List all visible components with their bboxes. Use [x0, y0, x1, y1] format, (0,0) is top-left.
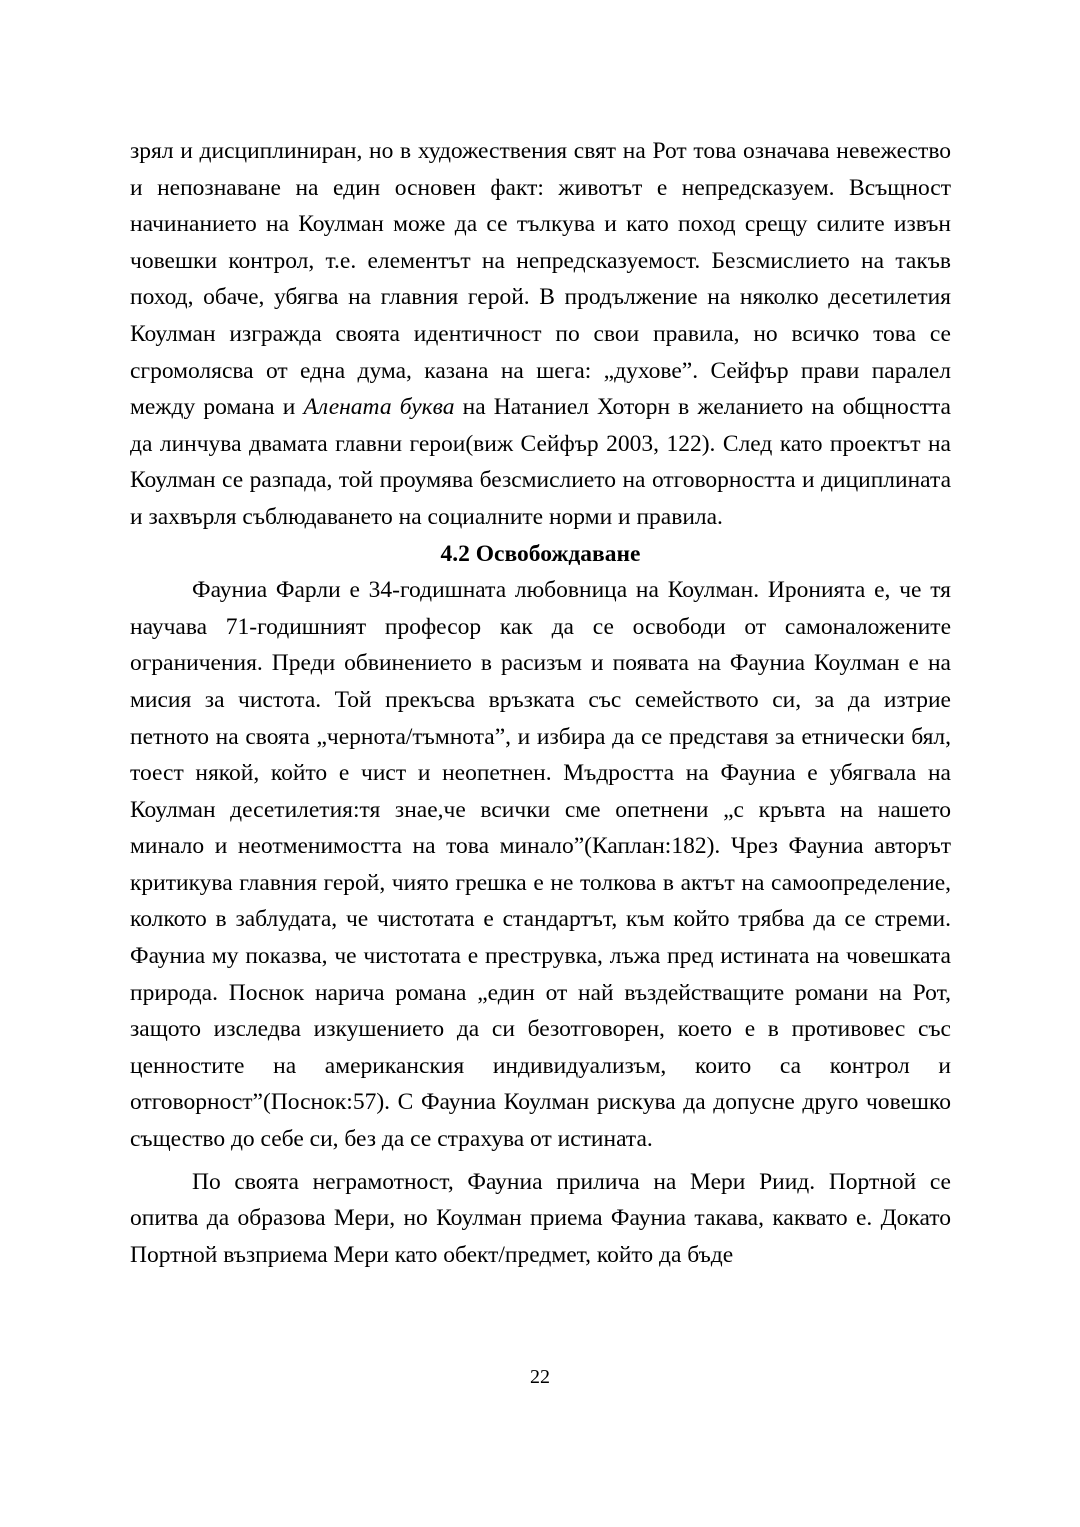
- page-number: 22: [530, 1366, 550, 1388]
- paragraph-intro: [130, 133, 951, 536]
- section-heading: 4.2 Освобождаване: [440, 540, 641, 567]
- page-body: [130, 133, 951, 1273]
- paragraph-intro-text-end: на Натаниел Хоторн в желанието на общността да линчува двамата главни герои(виж Сейфър 2003, 122). След като проектът на Коулман се разпада, той проумява безсмислието на отговорността и дициплината и захвърля съблюдаването на социалните норми и правила.: [130, 394, 951, 530]
- paragraph-faunia: Фауниа Фарли е 34-годишната любовница на Коулман. Иронията е, че тя научава 71-годишният професор как да се освободи от самоналожените ограничения. Преди обвинението в расизъм и появата на Фауниа Коулман е на мисия за чистота. Той прекъсва връзката със семейството си, за да изтрие петното на своята „чернота/тъмнота”, и избира да се представя за етнически бял, тоест някой, който е чист и неопетнен. Мъдростта на Фауниа е убягвала на Коулман десетилетия:тя знае,че всички сме опетнени „с кръвта на нашето минало и неотменимостта на това минало”(Каплан:182). Чрез Фауниа авторът критикува главния герой, чиято грешка е не толкова в актът на самоопределение, колкото в заблудата, че чистотата е стандартът, към който трябва да се стреми. Фауниа му показва, че чистотата е преструвка, лъжа пред истината на човешката природа. Поснок нарича романа „един от най въздействащите романи на Рот, защото изследва изкушението да си безотговорен, което е в противовес със ценностите на американския индивидуализъм, които са контрол и отговорност”(Поснок:57). С Фауниа Коулман рискува да допусне друго човешко същество до себе си, без да се страхува от истината.: [130, 577, 951, 1153]
- paragraph-illiteracy: По своята неграмотност, Фауниа прилича на Мери Риид. Портной се опитва да образова Мери, но Коулман приема Фауниа такава, каквато е. Докато Портной възприема Мери като обект/предмет, който да бъде: [130, 1168, 951, 1268]
- book-title-scarlet-letter: Алената буква: [303, 394, 455, 421]
- paragraph-intro-text-start: зрял и дисциплиниран, но в художествения свят на Рот това означава невежество и непознаване на един основен факт: животът е непредсказуем. Всъщност начинанието на Коулман може да се тълкува и като поход срещу силите извън човешки контрол, т.е. елементът на непредсказуемост. Безсмислието на такъв поход, обаче, убягва на главния герой. В продължение на няколко десетилетия Коулман изгражда своята идентичност по свои правила, но всичко това се сгромолясва от една дума, казана на шега: „духове”. Сейфър прави паралел между романа и: [130, 138, 951, 421]
